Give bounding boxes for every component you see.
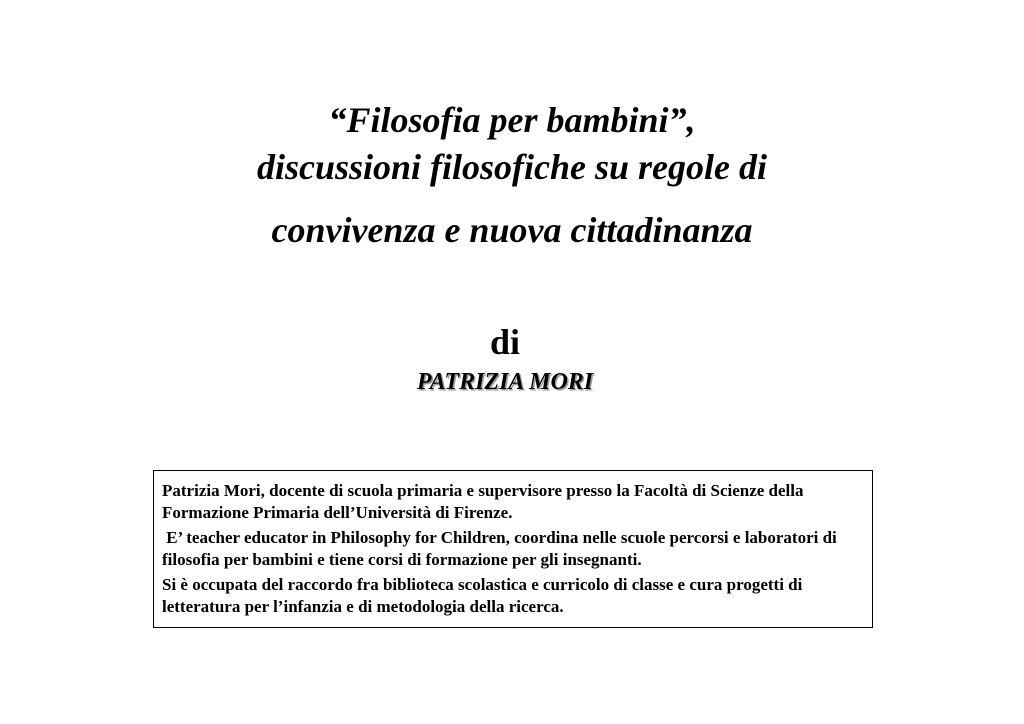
title-line-3: convivenza e nuova cittadinanza — [271, 210, 753, 250]
bio-paragraph-2: E’ teacher educator in Philosophy for Children, coordina nelle scuole percorsi e laboratori di filosofia per bambini e tiene corsi di formazione per gli insegnanti. — [162, 528, 842, 569]
title-line-1: “Filosofia per bambini”, — [328, 100, 696, 140]
bio-paragraph-1: Patrizia Mori, docente di scuola primaria e supervisore presso la Facoltà di Scienze della Formazione Primaria dell’Università di Firenze. — [162, 481, 804, 522]
author-name: PATRIZIA MORI — [416, 369, 594, 395]
author-bio-box — [153, 470, 873, 628]
byline-di: di — [489, 322, 521, 362]
bio-paragraph-3: Si è occupata del raccordo fra biblioteca scolastica e curricolo di classe e cura progetti di letteratura per l’infanzia e di metodologia della ricerca. — [162, 575, 803, 616]
title-line-2: discussioni filosofiche su regole di — [256, 147, 768, 187]
